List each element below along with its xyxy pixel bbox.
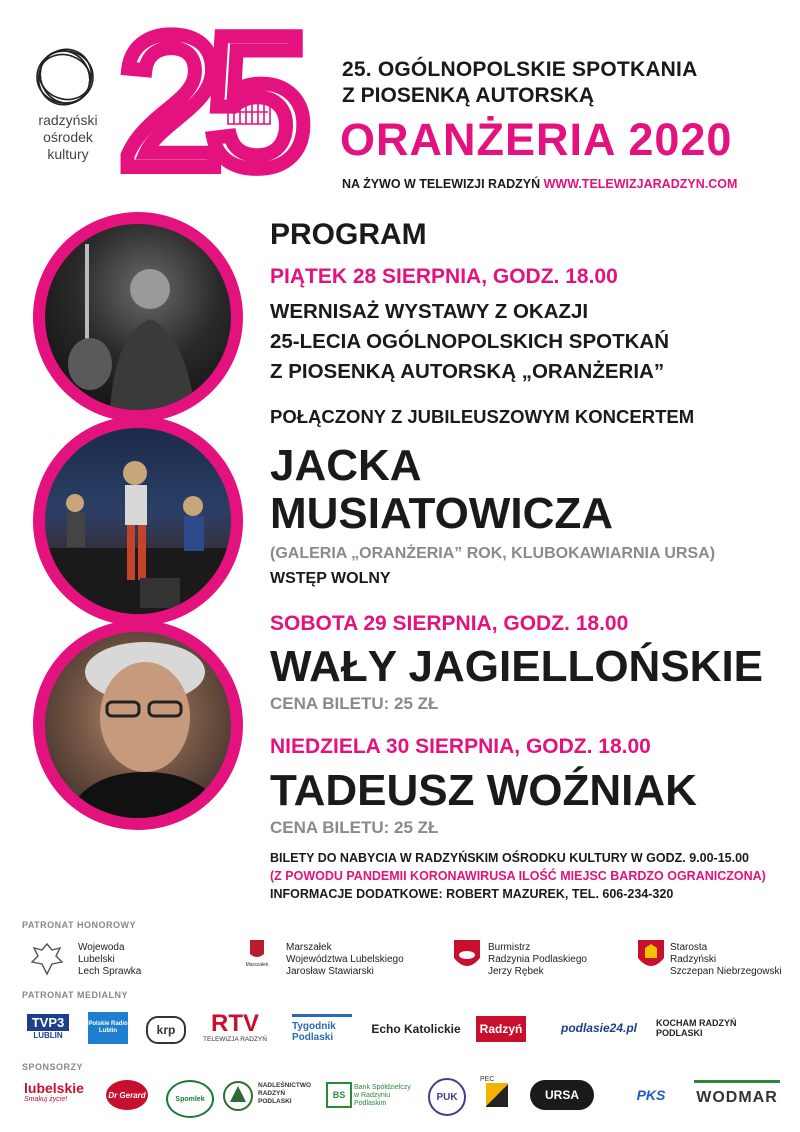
day2-artist: WAŁY JAGIELLOŃSKIE — [270, 642, 764, 691]
radzyn-newspaper-logo: Radzyń — [476, 1016, 526, 1042]
contact-info: INFORMACJE DODATKOWE: ROBERT MAZUREK, TEL. 606-234-320 — [270, 887, 674, 901]
wodmar-logo: WODMAR — [694, 1080, 780, 1113]
musician-guitar-photo — [33, 212, 243, 422]
bank-bs-logo: BS — [326, 1082, 352, 1108]
ursa-logo: URSA — [530, 1080, 594, 1110]
day2-price: CENA BILETU: 25 ZŁ — [270, 694, 439, 713]
day1-entry: WSTĘP WOLNY — [270, 570, 391, 587]
patron-line: Radzynia Podlaskiego — [488, 954, 587, 965]
spomlek-logo: Spomlek — [166, 1080, 214, 1118]
patron-line: Burmistrz — [488, 942, 531, 953]
patron-line: Starosta — [670, 942, 708, 953]
tickets-info: BILETY DO NABYCIA W RADZYŃSKIM OŚRODKU KULTURY W GODZ. 9.00-15.00 — [270, 851, 749, 865]
lubelskie-marshal-emblem-icon — [232, 936, 282, 972]
patron-line: Wojewoda — [78, 942, 125, 953]
tygodnik-podlaski-logo: Tygodnik Podlaski — [292, 1014, 352, 1047]
live-broadcast-line — [342, 177, 737, 191]
media-logo-text: RTV — [211, 1010, 259, 1037]
polish-eagle-icon — [30, 940, 64, 978]
singer-portrait-photo — [33, 620, 243, 830]
pandemic-notice: (Z POWODU PANDEMII KORONAWIRUSA ILOŚĆ MIEJSC BARDZO OGRANICZONA) — [270, 869, 766, 883]
rok-logo-icon — [30, 42, 100, 112]
kocham-radzyn-logo: KOCHAM RADZYŃ PODLASKI — [656, 1018, 737, 1038]
patron-mayor — [488, 942, 587, 978]
patron-line: Jerzy Rębek — [488, 966, 544, 977]
puk-logo: PUK — [428, 1078, 466, 1116]
patron-line: Marszałek — [286, 942, 332, 953]
podlasie24-logo: podlasie24.pl — [560, 1021, 638, 1035]
anniversary-badge — [118, 0, 348, 208]
org-line: kultury — [47, 146, 89, 162]
radzyn-county-crest-icon — [636, 938, 666, 974]
day1-desc-line: WERNISAŻ WYSTAWY Z OKAZJI — [270, 300, 589, 323]
org-line: radzyński — [38, 112, 98, 128]
event-main-title: ORANŻERIA 2020 — [340, 114, 733, 165]
patron-line: Lech Sprawka — [78, 966, 142, 977]
day1-artist-last: MUSIATOWICZA — [270, 489, 613, 538]
media-patronage-label: PATRONAT MEDIALNY — [22, 990, 128, 1000]
patron-line: Jarosław Stawiarski — [286, 966, 374, 977]
patron-line: Lubelski — [78, 954, 115, 965]
orangery-building-icon — [224, 82, 274, 126]
day1-venue: (GALERIA „ORANŻERIA” ROK, KLUBOKAWIARNIA URSA) — [270, 545, 716, 562]
echo-katolickie-logo: Echo Katolickie — [371, 1022, 461, 1036]
program-heading: PROGRAM — [270, 218, 427, 251]
forest-district-name: NADLEŚNICTWO RADZYŃ PODLASKI — [258, 1082, 312, 1105]
day3-artist: TADEUSZ WOŹNIAK — [270, 766, 697, 815]
day1-date: PIĄTEK 28 SIERPNIA, GODZ. 18.00 — [270, 265, 618, 288]
honorary-patronage-label: PATRONAT HONOROWY — [22, 920, 136, 930]
patron-line: Szczepan Niebrzegowski — [670, 966, 782, 977]
org-line: ośrodek — [43, 129, 93, 145]
day1-joined-text: POŁĄCZONY Z JUBILEUSZOWYM KONCERTEM — [270, 406, 695, 427]
media-logo-text: TELEWIZJA RADZYŃ — [203, 1036, 267, 1043]
anniversary-number: 25 — [118, 0, 294, 208]
patron-starost — [670, 942, 782, 978]
day3-date: NIEDZIELA 30 SIERPNIA, GODZ. 18.00 — [270, 735, 651, 758]
day2-date: SOBOTA 29 SIERPNIA, GODZ. 18.00 — [270, 612, 629, 635]
forest-district-icon — [222, 1080, 254, 1112]
lubelskie-logo — [24, 1080, 86, 1114]
event-title-line1: 25. OGÓLNOPOLSKIE SPOTKANIA — [342, 58, 698, 81]
tvp3-logo — [22, 1012, 74, 1042]
concert-stage-photo — [33, 416, 243, 626]
day1-desc-line: Z PIOSENKĄ AUTORSKĄ „ORANŻERIA” — [270, 360, 665, 383]
bank-name: Bank Spółdzielczy w Radzyniu Podlaskim — [354, 1084, 411, 1107]
media-logo-text: TVP3 — [27, 1014, 70, 1031]
sponsor-logo-text: Smakuj życie! — [24, 1096, 68, 1103]
patron-line: Województwa Lubelskiego — [286, 954, 404, 965]
media-logo-text: LUBLIN — [33, 1031, 63, 1040]
pks-logo: PKS — [636, 1087, 666, 1103]
sponsors-label: SPONSORZY — [22, 1062, 84, 1072]
day1-desc-line: 25-LECIA OGÓLNOPOLSKICH SPOTKAŃ — [270, 330, 670, 353]
org-name — [28, 112, 108, 163]
event-title-line2: Z PIOSENKĄ AUTORSKĄ — [342, 84, 595, 107]
pec-logo — [480, 1076, 516, 1114]
krp-logo: krp — [146, 1016, 186, 1044]
patron-line: Radzyński — [670, 954, 717, 965]
svg-text:Marszałek: Marszałek — [245, 962, 269, 968]
live-text: NA ŻYWO W TELEWIZJI RADZYŃ — [342, 177, 541, 191]
day1-artist-first: JACKA — [270, 441, 422, 490]
sponsor-logo-text: PEC — [480, 1076, 495, 1083]
radzyn-city-crest-icon — [452, 938, 482, 974]
telewizja-radzyn-logo — [200, 1012, 270, 1046]
dr-gerard-logo: Dr Gerard — [106, 1080, 148, 1110]
sponsor-logo-text: lubelskie — [24, 1080, 84, 1096]
patron-marshal — [286, 942, 404, 978]
pec-emblem-icon — [486, 1083, 508, 1107]
day3-price: CENA BILETU: 25 ZŁ — [270, 818, 439, 837]
polskie-radio-lublin-logo: Polskie Radio Lublin — [88, 1012, 128, 1044]
tv-website-link[interactable]: WWW.TELEWIZJARADZYN.COM — [543, 177, 738, 191]
patron-voivode — [78, 942, 141, 978]
